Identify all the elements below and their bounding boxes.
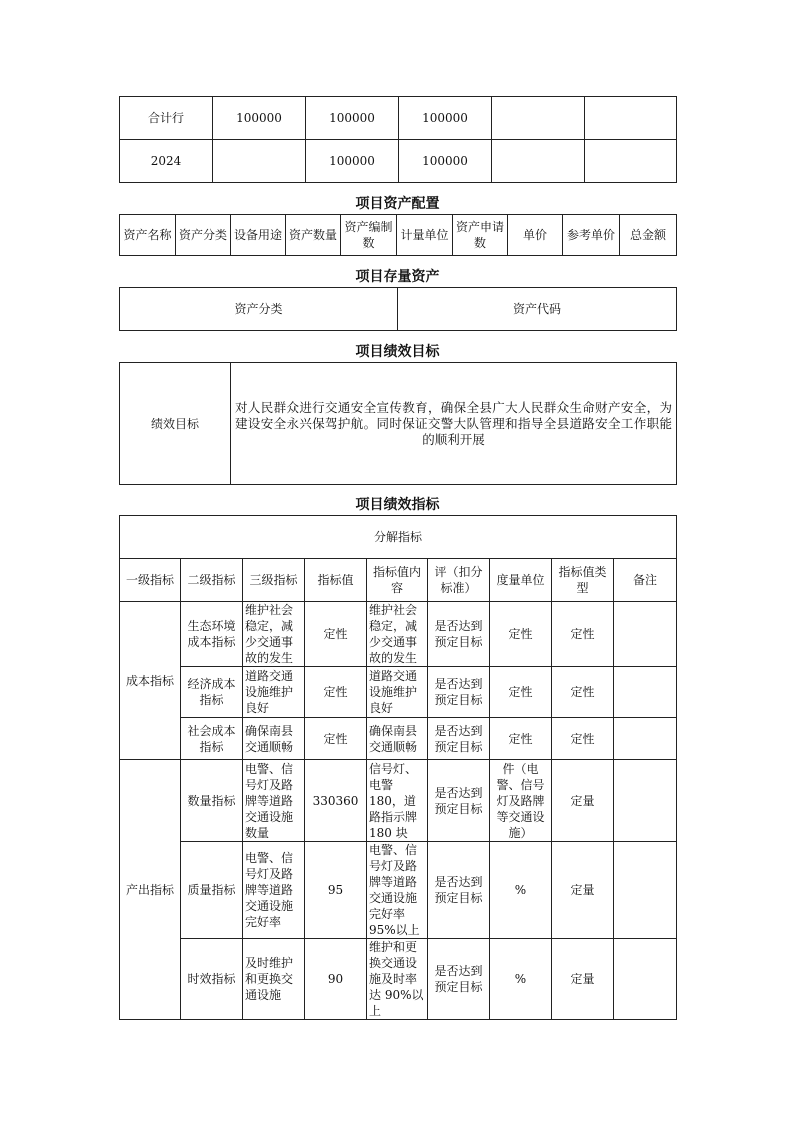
unit-cell: 定性 [490,602,552,667]
table-cell: 100000 [213,97,306,140]
criteria-cell: 是否达到预定目标 [428,760,490,842]
content-cell: 信号灯、电警 180，道路指示牌 180 块 [367,760,428,842]
value-cell: 定性 [305,602,367,667]
level3-cell: 电警、信号灯及路牌等道路交通设施数量 [243,760,305,842]
note-cell [614,939,677,1020]
level3-cell: 维护社会稳定，减少交通事故的发生 [243,602,305,667]
level3-cell: 及时维护和更换交通设施 [243,939,305,1020]
content-cell: 确保南县交通顺畅 [367,718,428,760]
table-row [120,602,677,667]
column-header: 资产名称 [120,215,176,256]
value-cell: 330360 [305,760,367,842]
perf-goal-table [119,362,677,485]
level2-cell: 社会成本指标 [181,718,243,760]
content-cell: 道路交通设施维护良好 [367,667,428,718]
column-header: 参考单价 [563,215,620,256]
table-cell: 100000 [306,140,399,183]
criteria-cell: 是否达到预定目标 [428,718,490,760]
perf-indicators-table [119,515,677,1020]
table-cell [492,97,585,140]
level3-cell: 电警、信号灯及路牌等道路交通设施完好率 [243,842,305,939]
criteria-cell: 是否达到预定目标 [428,602,490,667]
unit-cell: 定性 [490,718,552,760]
level2-cell: 经济成本指标 [181,667,243,718]
note-cell [614,718,677,760]
row-label: 合计行 [120,97,213,140]
table-cell: 100000 [399,97,492,140]
column-header: 单价 [508,215,563,256]
column-header: 资产分类 [176,215,231,256]
column-header: 一级指标 [120,559,181,602]
level2-cell: 时效指标 [181,939,243,1020]
value-cell: 90 [305,939,367,1020]
type-cell: 定量 [552,842,614,939]
column-header: 资产数量 [286,215,341,256]
level3-cell: 道路交通设施维护良好 [243,667,305,718]
note-cell [614,667,677,718]
table-header-row [120,516,677,559]
table-row [120,667,677,718]
table-cell [585,97,677,140]
column-header: 三级指标 [243,559,305,602]
type-cell: 定量 [552,760,614,842]
criteria-cell: 是否达到预定目标 [428,939,490,1020]
perf-goal-title: 项目绩效目标 [355,344,440,360]
level2-cell: 数量指标 [181,760,243,842]
perf-goal-label: 绩效目标 [120,363,231,485]
unit-cell: 定性 [490,667,552,718]
column-header: 指标值 [305,559,367,602]
value-cell: 定性 [305,718,367,760]
column-header: 资产申请数 [453,215,508,256]
type-cell: 定性 [552,718,614,760]
perf-indicators-title: 项目绩效指标 [355,497,440,513]
table-cell: 100000 [306,97,399,140]
table-cell [492,140,585,183]
value-cell: 定性 [305,667,367,718]
level2-cell: 生态环境成本指标 [181,602,243,667]
column-header: 计量单位 [397,215,453,256]
table-header-row [120,559,677,602]
level3-cell: 确保南县交通顺畅 [243,718,305,760]
content-cell: 维护社会稳定，减少交通事故的发生 [367,602,428,667]
level1-cost: 成本指标 [120,602,181,760]
row-label: 2024 [120,140,213,183]
table-row [120,842,677,939]
table-header-row [120,288,677,331]
stock-assets-table [119,287,677,331]
column-header: 指标值类型 [552,559,614,602]
asset-config-table [119,214,677,256]
column-header: 二级指标 [181,559,243,602]
table-row [120,140,677,183]
table-row [120,718,677,760]
note-cell [614,760,677,842]
column-header: 评（扣分标准） [428,559,490,602]
table-row [120,97,677,140]
column-header: 总金额 [620,215,677,256]
column-header: 度量单位 [490,559,552,602]
column-header: 指标值内容 [367,559,428,602]
level2-cell: 质量指标 [181,842,243,939]
table-row [120,939,677,1020]
criteria-cell: 是否达到预定目标 [428,667,490,718]
column-header: 资产编制数 [341,215,397,256]
note-cell [614,842,677,939]
value-cell: 95 [305,842,367,939]
note-cell [614,602,677,667]
perf-goal-text: 对人民群众进行交通安全宣传教育，确保全县广大人民群众生命财产安全，为建设安全永兴保驾护航。同时保证交警大队管理和指导全县道路安全工作职能的顺利开展 [231,363,677,485]
content-cell: 电警、信号灯及路牌等道路交通设施完好率 95%以上 [367,842,428,939]
column-header: 设备用途 [231,215,286,256]
content-cell: 维护和更换交通设施及时率达 90%以上 [367,939,428,1020]
column-header: 备注 [614,559,677,602]
type-cell: 定性 [552,667,614,718]
unit-cell: % [490,842,552,939]
table-row [120,363,677,485]
table-row [120,760,677,842]
budget-table [119,96,677,183]
stock-assets-title: 项目存量资产 [355,269,440,285]
group-header: 分解指标 [120,516,677,559]
asset-config-title: 项目资产配置 [355,196,440,212]
unit-cell: % [490,939,552,1020]
table-header-row [120,215,677,256]
table-cell: 100000 [399,140,492,183]
column-header: 资产代码 [398,288,677,331]
level1-output: 产出指标 [120,760,181,1020]
criteria-cell: 是否达到预定目标 [428,842,490,939]
table-cell [585,140,677,183]
type-cell: 定性 [552,602,614,667]
column-header: 资产分类 [120,288,398,331]
unit-cell: 件（电警、信号灯及路牌等交通设施） [490,760,552,842]
type-cell: 定量 [552,939,614,1020]
table-cell [213,140,306,183]
